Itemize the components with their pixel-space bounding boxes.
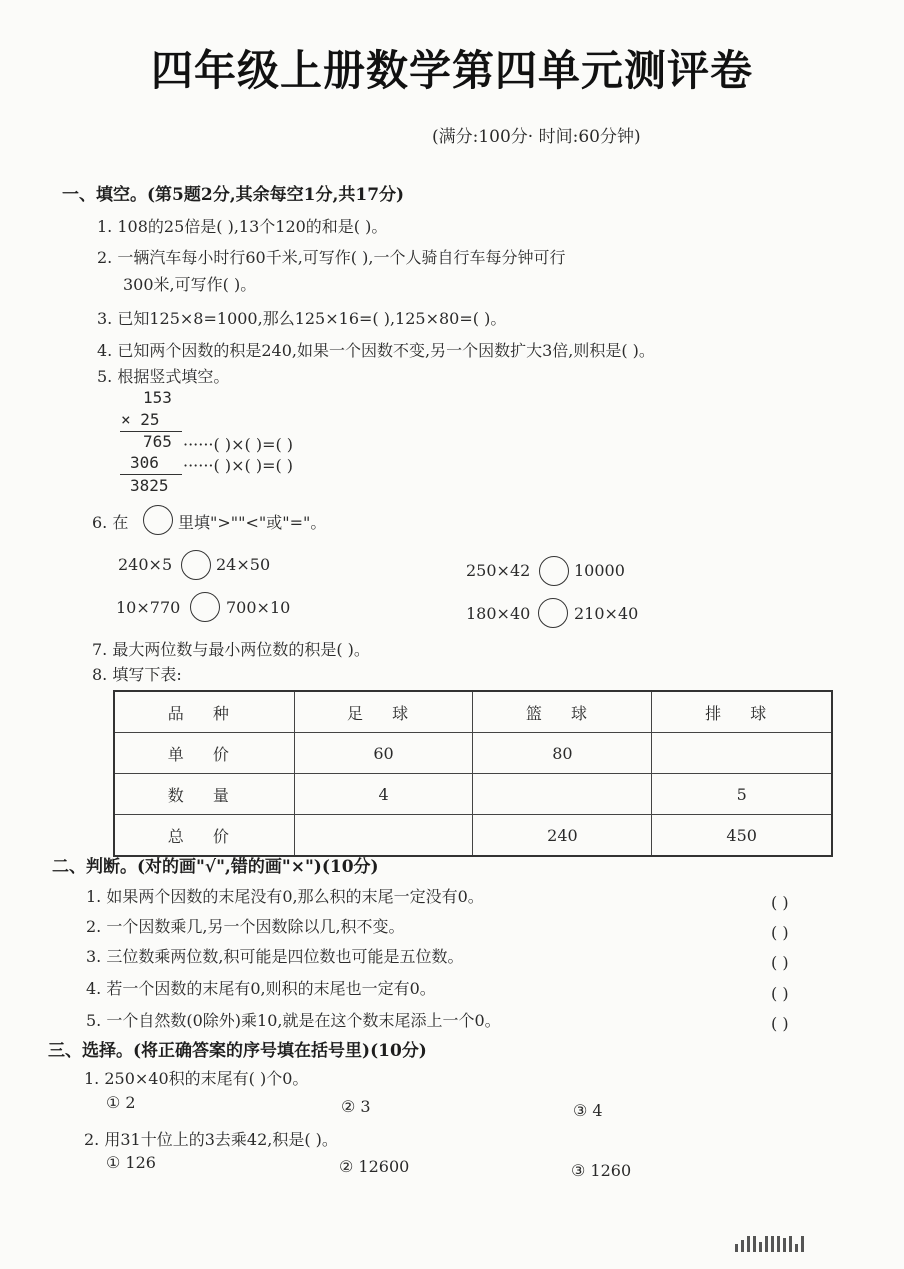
vertical-line-2 bbox=[120, 474, 182, 475]
compare-3-circle[interactable] bbox=[190, 592, 220, 622]
page-indicator-icon bbox=[735, 1236, 885, 1252]
judge-item-4: 4. 若一个因数的末尾有0,则积的末尾也一定有0。 bbox=[86, 979, 436, 998]
compare-2-left: 250×42 bbox=[466, 561, 531, 580]
choice-question-1: 1. 250×40积的末尾有( )个0。 bbox=[84, 1069, 309, 1088]
table-header-cell: 品 种 bbox=[114, 691, 294, 733]
judge-answer-1[interactable]: ( ) bbox=[771, 893, 789, 912]
question-1-3: 3. 已知125×8=1000,那么125×16=( ),125×80=( )。 bbox=[97, 309, 507, 328]
judge-item-2: 2. 一个因数乘几,另一个因数除以几,积不变。 bbox=[86, 917, 405, 936]
compare-4-left: 180×40 bbox=[466, 604, 531, 623]
table-row-label: 数 量 bbox=[114, 774, 294, 815]
vertical-product: 3825 bbox=[130, 476, 169, 495]
question-1-4: 4. 已知两个因数的积是240,如果一个因数不变,另一个因数扩大3倍,则积是( )。 bbox=[97, 341, 655, 360]
table-cell: 60 bbox=[294, 733, 473, 774]
question-1-5: 5. 根据竖式填空。 bbox=[97, 367, 230, 386]
judge-item-3: 3. 三位数乘两位数,积可能是四位数也可能是五位数。 bbox=[86, 947, 464, 966]
compare-1-circle[interactable] bbox=[181, 550, 211, 580]
question-1-2-cont: 300米,可写作( )。 bbox=[123, 275, 257, 294]
table-cell[interactable] bbox=[473, 774, 652, 815]
vertical-partial-2: 306 bbox=[130, 453, 159, 472]
judge-answer-3[interactable]: ( ) bbox=[771, 953, 789, 972]
vertical-multiplicand: 153 bbox=[143, 388, 172, 407]
question-1-7: 7. 最大两位数与最小两位数的积是( )。 bbox=[92, 640, 370, 659]
compare-2-circle[interactable] bbox=[539, 556, 569, 586]
compare-circle-sample bbox=[143, 505, 173, 535]
page-title: 四年级上册数学第四单元测评卷 bbox=[150, 46, 753, 95]
table-cell[interactable] bbox=[652, 733, 832, 774]
table-cell: 80 bbox=[473, 733, 652, 774]
section-1-heading: 一、填空。(第5题2分,其余每空1分,共17分) bbox=[62, 185, 405, 205]
table-cell: 450 bbox=[652, 815, 832, 857]
question-1-2: 2. 一辆汽车每小时行60千米,可写作( ),一个人骑自行车每分钟可行 bbox=[97, 248, 566, 267]
table-cell: 240 bbox=[473, 815, 652, 857]
compare-2-right: 10000 bbox=[574, 561, 625, 580]
judge-answer-2[interactable]: ( ) bbox=[771, 923, 789, 942]
section-2-heading: 二、判断。(对的画"√",错的画"×")(10分) bbox=[52, 857, 379, 877]
judge-answer-5[interactable]: ( ) bbox=[771, 1014, 789, 1033]
table-row bbox=[114, 774, 832, 815]
question-1-6-text: 里填">""<"或"="。 bbox=[178, 513, 327, 532]
choice-1-option-2[interactable]: ② 3 bbox=[341, 1097, 371, 1116]
table-header-row bbox=[114, 691, 832, 733]
table-cell: 4 bbox=[294, 774, 473, 815]
compare-1-right: 24×50 bbox=[216, 555, 271, 574]
compare-1-left: 240×5 bbox=[118, 555, 173, 574]
table-row-label: 单 价 bbox=[114, 733, 294, 774]
table-row bbox=[114, 733, 832, 774]
table-header-cell: 足 球 bbox=[294, 691, 473, 733]
choice-2-option-1[interactable]: ① 126 bbox=[106, 1153, 156, 1172]
compare-4-right: 210×40 bbox=[574, 604, 639, 623]
table-cell: 5 bbox=[652, 774, 832, 815]
compare-3-right: 700×10 bbox=[226, 598, 291, 617]
choice-2-option-2[interactable]: ② 12600 bbox=[339, 1157, 410, 1176]
table-cell[interactable] bbox=[294, 815, 473, 857]
section-3-heading: 三、选择。(将正确答案的序号填在括号里)(10分) bbox=[48, 1041, 427, 1061]
question-1-1: 1. 108的25倍是( ),13个120的和是( )。 bbox=[97, 217, 388, 236]
choice-question-2: 2. 用31十位上的3去乘42,积是( )。 bbox=[84, 1130, 338, 1149]
price-table bbox=[113, 690, 833, 857]
table-row bbox=[114, 815, 832, 857]
compare-3-left: 10×770 bbox=[116, 598, 181, 617]
vertical-fill-1: ······( )×( )=( ) bbox=[183, 435, 294, 454]
choice-1-option-1[interactable]: ① 2 bbox=[106, 1093, 136, 1112]
question-1-6-prefix: 6. 在 bbox=[92, 513, 129, 532]
vertical-fill-2: ······( )×( )=( ) bbox=[183, 456, 294, 475]
choice-1-option-3[interactable]: ③ 4 bbox=[573, 1101, 603, 1120]
question-1-8: 8. 填写下表: bbox=[92, 665, 182, 684]
judge-answer-4[interactable]: ( ) bbox=[771, 984, 789, 1003]
table-row-label: 总 价 bbox=[114, 815, 294, 857]
choice-2-option-3[interactable]: ③ 1260 bbox=[571, 1161, 632, 1180]
table-header-cell: 篮 球 bbox=[473, 691, 652, 733]
table-header-cell: 排 球 bbox=[652, 691, 832, 733]
judge-item-1: 1. 如果两个因数的末尾没有0,那么积的末尾一定没有0。 bbox=[86, 887, 484, 906]
score-time-info: (满分:100分· 时间:60分钟) bbox=[432, 127, 641, 147]
judge-item-5: 5. 一个自然数(0除外)乘10,就是在这个数末尾添上一个0。 bbox=[86, 1011, 501, 1030]
compare-4-circle[interactable] bbox=[538, 598, 568, 628]
vertical-multiplier: × 25 bbox=[121, 410, 160, 429]
vertical-partial-1: 765 bbox=[143, 432, 172, 451]
